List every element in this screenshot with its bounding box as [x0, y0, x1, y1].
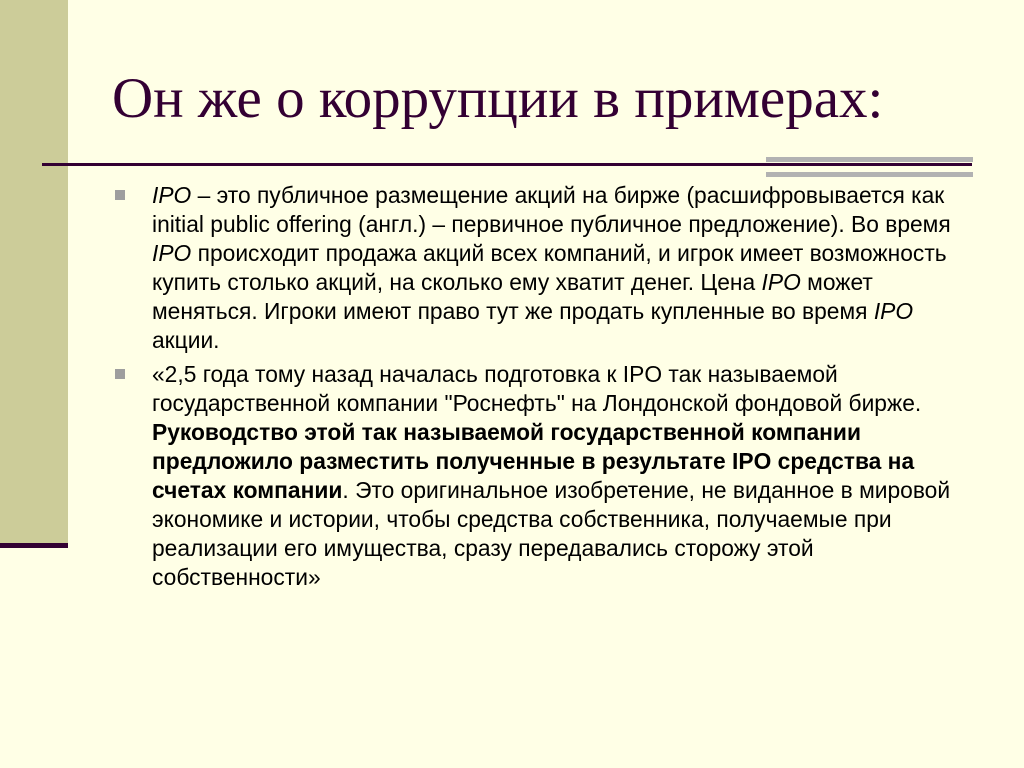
title-underline-rule — [42, 163, 972, 166]
slide-content — [152, 181, 982, 597]
bullet-rosneft-quote — [152, 360, 982, 592]
text-segment: «2,5 года тому назад началась подготовка к IPO так называемой государственной компании "Роснефть" на Лондонской фондовой бирже. — [152, 361, 922, 416]
text-segment: . Это оригинальное изобретение, не виданное в мировой экономике и истории, чтобы средства собственника, получаемые при реализации его имущества, сразу передавались сторожу этой собственности» — [152, 477, 951, 590]
text-segment: IPO — [152, 182, 192, 208]
text-segment: IPO — [152, 240, 192, 266]
left-accent-bar — [0, 0, 68, 548]
text-segment: может меняться. Игроки имеют право тут же продать купленные во время — [152, 269, 874, 324]
slide-title: Он же о коррупции в примерах: — [112, 67, 884, 130]
text-segment: акции. — [152, 327, 220, 353]
text-segment: – это публичное размещение акций на бирже (расшифровывается как initial public offering (англ.) – первичное публичное предложение). Во время — [152, 182, 951, 237]
square-bullet-icon — [115, 369, 125, 379]
text-segment: происходит продажа акций всех компаний, и игрок имеет возможность купить столько акций, на сколько ему хватит денег. Цена — [152, 240, 947, 295]
text-segment: IPO — [761, 269, 801, 295]
left-accent-rule — [0, 543, 68, 548]
text-segment-bold: Руководство этой так называемой государственной компании предложило разместить полученные в результате IPO средства на счетах компании — [152, 419, 915, 503]
title-rule-grey-top — [766, 157, 973, 162]
title-rule-grey-bottom — [766, 172, 973, 177]
bullet-ipo-definition — [152, 181, 982, 355]
text-segment: IPO — [873, 298, 914, 324]
square-bullet-icon — [115, 190, 125, 200]
